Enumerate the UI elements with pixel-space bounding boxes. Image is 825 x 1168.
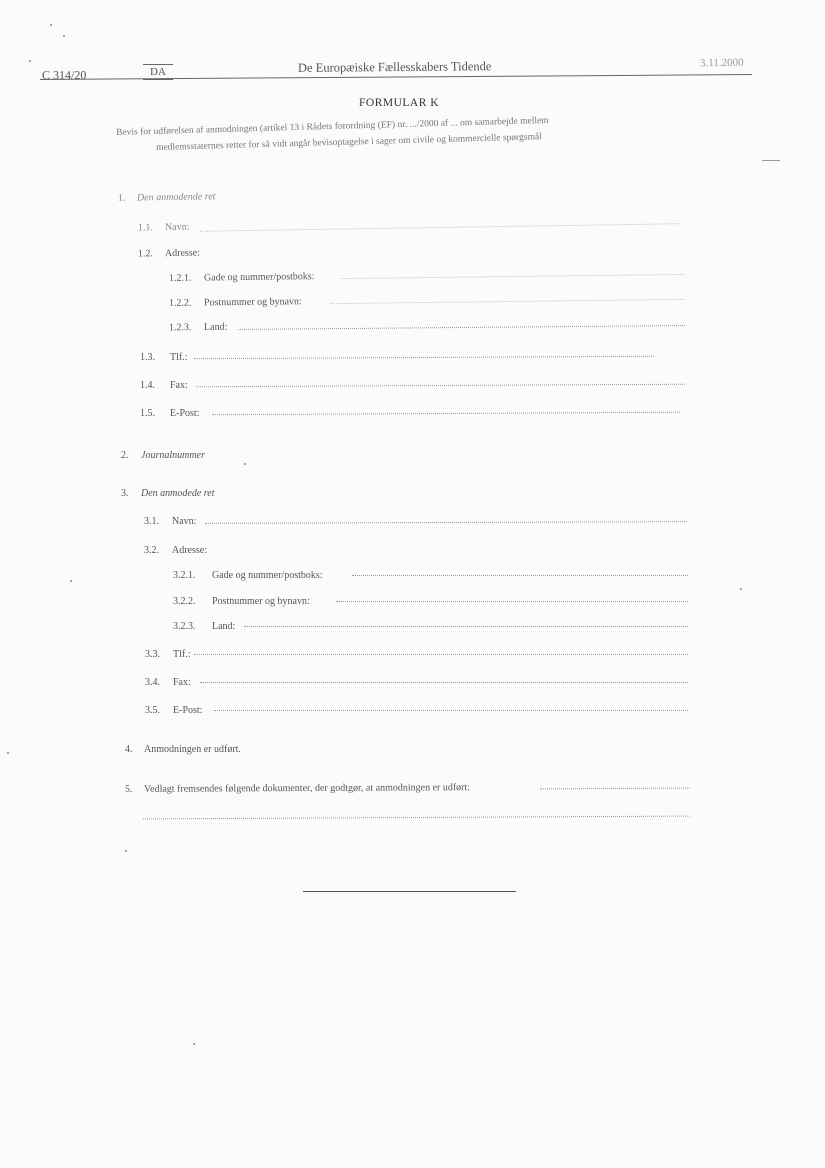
- field-1-3: [140, 352, 188, 363]
- field-number: 3.2.2.: [173, 596, 196, 607]
- field-label: Fax:: [170, 380, 188, 391]
- field-label: Gade og nummer/postboks:: [212, 570, 323, 581]
- field-number: 1.5.: [140, 408, 155, 419]
- field-3-1: [144, 516, 196, 527]
- scan-speck: [7, 752, 9, 754]
- margin-mark: [762, 160, 780, 161]
- field-number: 1.2.3.: [168, 322, 192, 334]
- section-label: Den anmodende ret: [136, 191, 216, 204]
- field-label: Tlf.:: [173, 649, 191, 660]
- phone-entry-line[interactable]: [194, 356, 654, 359]
- scan-speck: [740, 588, 742, 590]
- form-subtitle-line-1: Bevis for udførelsen af anmodningen (artikel 13 i Rådets forordning (EF) nr. .../2000 af ... om samarbejde mellem: [116, 115, 549, 138]
- page-reference: C 314/20: [41, 67, 87, 83]
- form-title: FORMULAR K: [359, 97, 440, 109]
- section-number: 5.: [124, 783, 133, 795]
- scan-speck: [125, 850, 127, 852]
- field-number: 3.4.: [145, 677, 160, 688]
- field-1-2-1: [169, 271, 315, 284]
- field-label: E-Post:: [173, 705, 203, 716]
- field-number: 1.2.2.: [168, 297, 192, 309]
- field-label: Land:: [212, 621, 236, 632]
- name-entry-line[interactable]: [200, 223, 680, 232]
- field-number: 3.2.: [144, 545, 159, 556]
- form-subtitle-line-2: medlemsstaternes retter for så vidt angår bevisoptagelse i sager om civile og kommercielle spørgsmål: [156, 132, 542, 153]
- section-label: Vedlagt fremsendes følgende dokumenter, der godtgør, at anmodningen er udført:: [143, 782, 471, 795]
- field-1-5: [140, 408, 199, 419]
- country-entry-line[interactable]: [244, 626, 688, 627]
- documents-entry-line[interactable]: [540, 788, 690, 790]
- field-1-1: [138, 222, 190, 234]
- section-1-heading: [118, 191, 216, 204]
- section-label: Anmodningen er udført.: [144, 744, 241, 755]
- field-number: 3.1.: [144, 516, 159, 527]
- section-2-heading: [121, 450, 205, 461]
- field-number: 3.2.3.: [173, 621, 196, 632]
- publication-date: 3.11.2000: [699, 56, 744, 70]
- field-number: 1.2.: [137, 248, 154, 260]
- field-3-2-2: [173, 596, 310, 607]
- field-number: 1.2.1.: [168, 272, 192, 284]
- field-number: 1.1.: [137, 222, 154, 234]
- section-label: Den anmodede ret: [141, 488, 215, 499]
- field-3-2-1: [173, 570, 323, 581]
- scan-speck: [70, 580, 72, 582]
- scan-speck: [50, 24, 52, 26]
- field-label: Adresse:: [172, 545, 207, 556]
- field-3-5: [145, 705, 202, 716]
- field-label: Fax:: [173, 677, 191, 688]
- field-1-4: [140, 380, 188, 391]
- postal-entry-line[interactable]: [336, 601, 688, 602]
- section-number: 1.: [117, 192, 126, 204]
- section-5-statement: [125, 782, 470, 795]
- scan-speck: [244, 463, 246, 465]
- field-number: 3.5.: [145, 705, 160, 716]
- section-4-statement: [125, 744, 241, 755]
- field-number: 1.3.: [140, 352, 155, 363]
- field-3-3: [145, 649, 191, 660]
- field-number: 3.2.1.: [173, 570, 196, 581]
- street-entry-line[interactable]: [340, 274, 685, 279]
- field-label: Navn:: [172, 516, 197, 527]
- scan-speck: [193, 1043, 195, 1045]
- language-code: DA: [143, 64, 173, 80]
- section-3-heading: [121, 488, 215, 499]
- field-label: Tlf.:: [170, 352, 188, 363]
- field-1-2: [138, 248, 200, 260]
- fax-entry-line[interactable]: [196, 384, 685, 388]
- phone-entry-line[interactable]: [194, 654, 688, 655]
- section-number: 2.: [121, 450, 129, 461]
- name-entry-line[interactable]: [205, 521, 687, 524]
- field-label: Navn:: [164, 221, 190, 233]
- documents-entry-line-continued[interactable]: [143, 816, 690, 820]
- fax-entry-line[interactable]: [200, 682, 688, 683]
- country-entry-line[interactable]: [238, 325, 685, 330]
- email-entry-line[interactable]: [214, 710, 688, 711]
- postal-entry-line[interactable]: [330, 299, 685, 304]
- field-label: Gade og nummer/postboks:: [203, 271, 315, 284]
- email-entry-line[interactable]: [212, 412, 680, 415]
- section-number: 4.: [125, 744, 133, 755]
- field-label: Land:: [203, 321, 228, 333]
- field-1-2-2: [169, 296, 302, 309]
- scan-speck: [63, 35, 65, 37]
- field-number: 1.4.: [140, 380, 155, 391]
- field-number: 3.3.: [145, 649, 160, 660]
- street-entry-line[interactable]: [352, 575, 688, 576]
- scan-speck: [29, 60, 31, 62]
- field-label: E-Post:: [170, 408, 200, 419]
- end-of-form-rule: [303, 891, 516, 892]
- field-1-2-3: [169, 322, 227, 334]
- journal-title: De Europæiske Fællesskabers Tidende: [297, 59, 492, 75]
- section-number: 3.: [121, 488, 129, 499]
- field-3-2: [144, 545, 207, 556]
- field-label: Postnummer og bynavn:: [203, 296, 302, 309]
- field-label: Postnummer og bynavn:: [212, 596, 310, 607]
- field-label: Adresse:: [164, 247, 201, 260]
- section-label: Journalnummer: [141, 450, 205, 461]
- field-3-2-3: [173, 621, 235, 632]
- field-3-4: [145, 677, 191, 688]
